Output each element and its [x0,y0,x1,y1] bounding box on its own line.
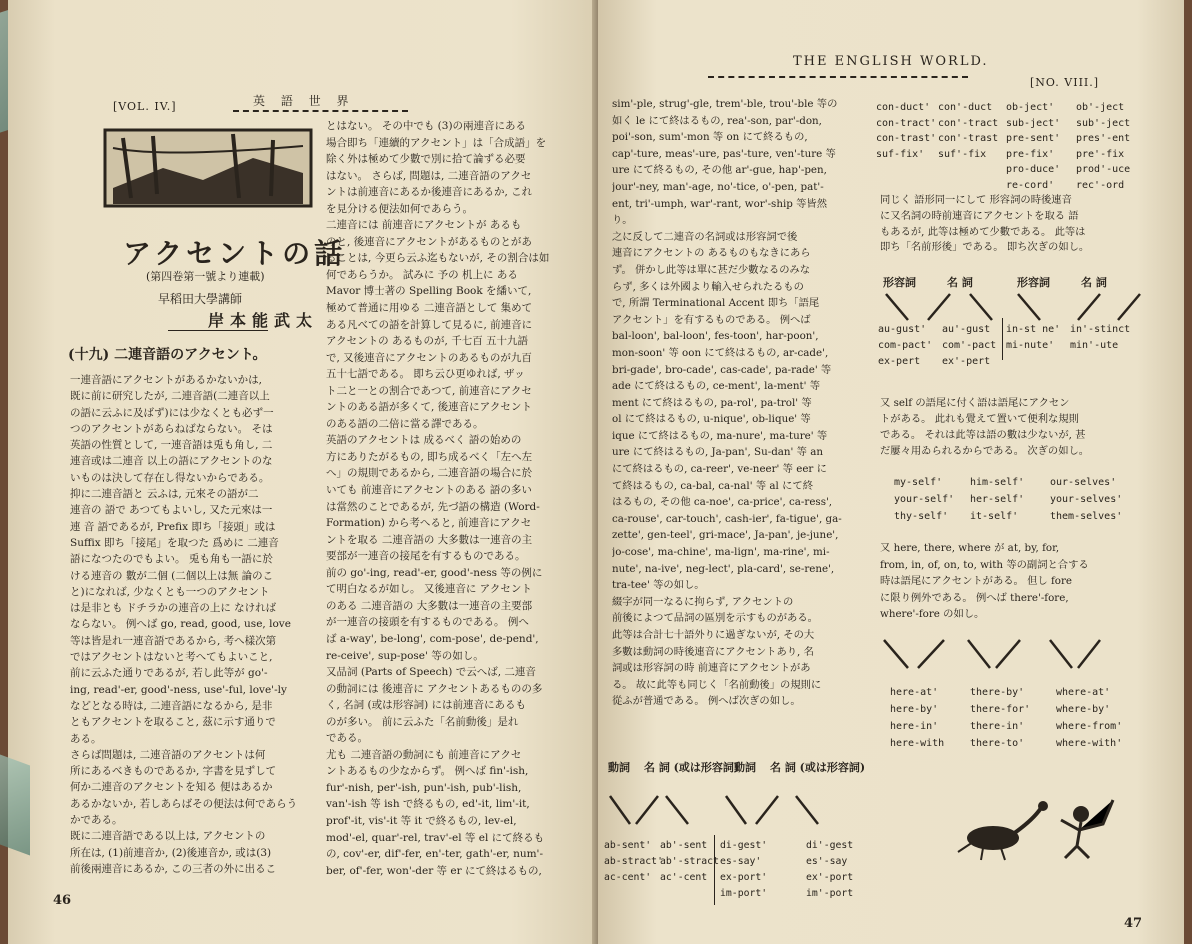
table-cell: it-self' [970,511,1019,522]
table-row [894,508,1150,525]
running-header: 英 語 世 界 [253,94,355,108]
text-line: はない。 さらば, 問題は, 二連音語のアクセ [326,169,532,182]
text-line: 英語の性質として, 一連音語は兎も角し, 二 [70,439,273,452]
table-row [876,147,1146,163]
table-divider [1002,318,1003,360]
table-row [878,354,1140,370]
text-line: ト二と一との割合であつて, 前連音にアクセ [326,384,532,397]
table-cell: con-tract' [876,117,937,129]
text-line: 又 here, there, where が at, by, for, [880,542,1060,554]
table-cell: im'-port [806,888,854,899]
table-cell: where-with' [1056,738,1123,749]
table-row [876,131,1146,147]
text-line: の語に云ふに及ばず)には少なくとも必ず一 [70,406,274,419]
text-line: nute', na-ive', neg-lect', pla-card', se-rene', [612,562,835,575]
text-line: 連音にアクセントの あるものもなきにあら [612,247,811,260]
table-cell: there-for' [970,704,1031,715]
article-title: アクセントの話 [123,237,347,270]
table-cell: where-by' [1056,704,1111,715]
text-line: り。 [612,214,633,227]
column-heading: 名 詞 (或は形容詞) [770,761,866,774]
text-line: fur'-nish, per'-ish, pun'-ish, pub'-lish, [326,781,522,794]
text-line: 語になつたのでもよい。 兎も角も一語に於 [70,553,273,566]
table-cell: your-selves' [1050,494,1123,505]
text-line: poi'-son, sum'-mon 等 on にて終るもの, [612,131,808,144]
text-line: 即ち「名前形後」である。 即ち次ぎの如し。 [880,241,1090,254]
left-page [8,0,600,944]
table-cell: com'-pact [942,340,997,351]
table-cell: there-to' [970,738,1025,749]
text-line: 尤も 二連音語の動詞にも 前連音にアクセ [326,748,522,761]
column-heading: 形容詞 [1017,276,1050,289]
text-line: ば a-way', be-long', com-pose', de-pend', [326,632,539,645]
header-rule-right [708,76,968,78]
text-line: ent, tri'-umph, war'-rant, wor'-ship 等皆然 [612,197,828,210]
text-line: のと, 後連音にアクセントがあるものとがあ [326,235,532,248]
table-cell: ab'-stract [660,856,719,867]
text-line: ントは前連音にあるか後連音にあるか, これ [326,186,533,199]
text-line: ることは, 今更ら云ふ迄もないが, その割合は如 [326,252,550,265]
text-line: 如く le にて終はるもの, rea'-son, par'-don, [612,114,822,127]
table-row [604,838,886,854]
text-line: bri-gade', bro-cade', cas-cade', pa-rade' 等 [612,363,832,376]
text-line: ある凡べての語を計算して見るに, 前連音に [326,318,533,331]
right-column-2-text3 [880,540,1160,623]
verb-noun-headings [608,760,870,776]
table-cell: ab-sent' [604,840,652,851]
table-cell: her-self' [970,494,1025,505]
text-line: 又 self の語尾に付く語は語尾にアクセン [880,397,1070,409]
table-cell: pre-fix' [1006,148,1055,160]
text-line: かである。 [70,814,123,827]
table-cell: min'-ute [1070,340,1119,351]
table-cell: con'-tract [938,117,999,129]
text-line: は當然のことであるが, 先づ語の構造 (Word- [326,500,540,513]
right-column-1 [612,96,867,710]
right-column-2-text1 [880,193,1160,256]
text-line: で, 又後連音にアクセントのあるものが九百 [326,351,532,364]
text-line: ントあるもの少なからず。 例へば fin'-ish, [326,765,529,778]
text-line: は是非とも ドチラかの連音の上に なければ [70,602,277,615]
text-line: 五十七語である。 即ち云ひ更ゆれば, ザッ [326,368,525,381]
text-line: さらば問題は, 二連音語のアクセントは何 [70,748,266,761]
text-line: 之に反して二連音の名詞或は形容詞で後 [612,230,798,243]
text-line: 何か二連音のアクセントを知る 便はあるか [70,781,273,794]
text-line: ique にて終はるもの, ma-nure', ma-ture' 等 [612,429,828,442]
table-cell: au'-gust [942,324,991,335]
text-line: ではアクセントはないと考へてもよいこと, [70,651,273,664]
text-line: いても 前連音にアクセントのある 語の多い [326,484,532,497]
table-cell: him-self' [970,477,1025,488]
text-line: などとなる時は, 二連音語になるから, 是非 [70,699,273,712]
text-line: ントを取る 二連音語の 大多數は一連音の主 [326,533,533,546]
table-cell: ob-ject' [1006,102,1055,113]
accent-marks-1 [878,290,1158,326]
text-line: 既に前に研究したが, 二連音語(二連音以上 [70,390,270,403]
text-line: 要部が一連音の接尾を有するものである。 [326,550,526,563]
column-heading: 動詞 [608,761,630,774]
table-cell: ab'-sent [660,840,708,851]
text-line: 又品詞 (Parts of Speech) で云へば, 二連音 [326,666,536,679]
text-line: もあるが, 此等は極めて少數である。 此等は [880,225,1086,238]
text-line: mod'-el, quar'-rel, trav'-el 等 el にて終るも [326,831,545,844]
text-line: いものは決して存在し得ないからである。 [70,471,270,484]
text-line: アクセント」を有するものである。 例へば [612,313,811,326]
crane-and-figure-illustration [953,790,1133,862]
table-row [604,854,886,870]
table-cell: es-say' [720,856,762,867]
text-line: 前に云ふた通りであるが, 若し此等が go'- [70,667,268,680]
glass-object-bottom [0,755,30,856]
table-row [890,701,1156,718]
verb-noun-table-1 [876,100,1146,193]
text-line: トがある。 此れも覺えて置いて便利な規則 [880,413,1079,425]
table-cell: sub-ject' [1006,117,1061,129]
table-cell: im-port' [720,888,768,899]
text-line: 前後兩連音にあるか, この三者の外に出るこ [70,862,277,875]
text-line: 此等は合計七十語外りに過ぎないが, その大 [612,629,815,641]
table-row [890,718,1156,735]
text-line: にて終はるもの, ca-reer', ve-neer' 等 eer に [612,463,827,476]
column-heading: 名 詞 [947,276,973,289]
text-line: 綴字が同一なるに拘らず, アクセントの [612,595,794,608]
text-line: アクセントの あるものが, 千七百 五十九語 [326,335,529,348]
table-cell: in'-stinct [1070,324,1131,335]
text-line: Formation) から考へると, 前連音にアクセ [326,517,532,530]
table-cell: re-cord' [1006,179,1055,191]
table-row [894,474,1150,491]
text-line: mon-soon' 等 oon にて終はるもの, ar-cade', [612,346,829,359]
adjective-noun-table [878,322,1140,370]
author-affiliation: 早稻田大學講師 [158,292,243,306]
table-cell: there-in' [970,721,1025,732]
text-line: 除く外は極めて少數で別に拾て論ずる必要 [326,153,526,166]
table-cell: ex'-pert [942,356,991,367]
verb-noun-table-2 [604,838,886,902]
text-line: らず, 多くは外國より輸入せられたるもの [612,280,804,293]
table-cell: es'-say [806,856,848,867]
table-row [878,338,1140,354]
table-cell: ab-stract' [604,856,663,867]
text-line: のある 二連音語の 大多數は一連音の主要部 [326,599,533,612]
table-cell: di-gest' [720,840,768,851]
text-line: ca-rouse', car-touch', cash-ier', fa-tigue', ga- [612,512,842,525]
text-line: tra-tee' 等の如し。 [612,579,705,592]
text-line: に又名詞の時前連音にアクセントを取る 語 [880,209,1079,222]
table-row [878,322,1140,338]
text-line: 所にあるべきものであるか, 字書を見ずして [70,765,277,778]
here-there-where-table [890,684,1156,752]
text-line: ment にて終はるもの, pa-rol', pa-trol' 等 [612,396,812,409]
text-line: cap'-ture, meas'-ure, pas'-ture, ven'-ture 等 [612,147,836,160]
text-line: jo-cose', ma-chine', ma-lign', ma-rine', mi- [612,546,830,559]
text-line: ける連音の 數が二個 (二個以上は無 論のこ [70,569,274,582]
text-line: re-ceive', sup-pose' 等の如し。 [326,649,484,662]
table-cell: mi-nute' [1006,340,1055,351]
table-cell: ex'-port [806,872,854,883]
table-cell: ob'-ject [1076,102,1125,113]
right-column-2-text2 [880,395,1160,459]
text-line: て明白なるが如し。 又後連音に アクセント [326,583,532,596]
text-line: 極めて普通に用ゆる 二連音語として 集めて [326,302,533,315]
text-line: bal-loon', bal-loon', fes-toon', har-poon', [612,330,819,343]
page-number-left: 46 [53,893,72,908]
table-cell: where-at' [1056,687,1111,698]
table-row [876,116,1146,132]
text-line: 前の go'-ing, read'-er, good'-ness 等の例に [326,566,543,579]
column-heading: 名 詞 (或は形容詞) [644,761,740,774]
text-line: ure にて終はるもの, Ja-pan', Su-dan' 等 an [612,446,824,459]
text-line: 所在は, (1)前連音か, (2)後連音か, 或は(3) [70,846,272,859]
text-line: とはない。 その中でも (3)の兩連音にある [326,120,527,132]
page-number-right: 47 [1124,916,1143,931]
text-line: 詞或は形容詞の時 前連音にアクセントがあ [612,662,811,675]
table-divider-2 [714,835,715,905]
text-line: van'-ish 等 ish で終るもの, ed'-it, lim'-it, [326,798,530,811]
text-line: ol にて終はるもの, u-nique', ob-lique' 等 [612,413,811,426]
table-cell: au-gust' [878,324,927,335]
table-row [876,178,1146,194]
left-column-2 [326,118,558,879]
table-cell: here-with [890,738,945,749]
text-line: 時は語尾にアクセントがある。 但し fore [880,575,1073,587]
text-line: 方にありたがるもの, 即ち成るべく「左へ左 [326,450,533,463]
text-line: ともアクセントを取ること, 茲に示す通りで [70,716,276,729]
table-cell: suf'-fix [938,148,987,160]
table-cell: there-by' [970,687,1025,698]
text-line: 既に二連音語である以上は, アクセントの [70,830,266,843]
text-line: ing, read'-er, good'-ness, use'-ful, love'-ly [70,683,287,696]
text-line: ある。 [70,732,102,745]
right-page [598,0,1184,944]
text-line: 一連音語にアクセントがあるかないかは, [70,374,263,386]
table-cell: where-from' [1056,721,1123,732]
table-row [876,162,1146,178]
text-line: ade にて終はるもの, ce-ment', la-ment' 等 [612,380,821,393]
woodcut-illustration [103,128,313,208]
text-line: 英語のアクセントは 成るべく 語の始めの [326,434,522,447]
table-cell: suf-fix' [876,148,925,160]
table-cell: ac-cent' [604,872,652,883]
text-line: はるもの, その他 ca-noe', ca-price', ca-ress', [612,496,833,509]
text-line: ントのある語が多くて, 後連音にアクセント [326,401,532,414]
text-line: あるかないか, 若しあらばその便法は何であらう [70,797,298,810]
table-cell: con-trast' [876,133,937,144]
text-line: jour'-ney, man'-age, no'-tice, o'-pen, pat'- [612,180,824,193]
table-cell: my-self' [894,477,943,488]
text-line: で, 所謂 Terminational Accent 即ち「語尾 [612,297,820,310]
self-words-table [894,474,1150,525]
table-cell: prod'-uce [1076,164,1131,175]
text-line: のある語の二倍に當る譯である。 [326,417,484,430]
text-line: へ」の規則であるから, 二連音語の場合に於 [326,467,533,480]
table-row [890,684,1156,701]
table-cell: com-pact' [878,340,933,351]
divider [168,330,268,331]
running-header-right: THE ENGLISH WORLD. [793,54,989,69]
table-cell: ex-port' [720,872,768,883]
text-line: 從ふが普通である。 例へば次ぎの如し。 [612,695,801,708]
table-cell: pres'-ent [1076,133,1131,144]
text-line: prof'-it, vis'-it 等 it で終るもの, lev-el, [326,814,517,827]
text-line: Suffix 即ち「接尾」を取つた 爲めに 二連音 [70,536,279,549]
text-line: where'-fore の如し。 [880,608,985,620]
text-line: 抑に二連音語と 云ふは, 元來その語が二 [70,488,259,501]
text-line: 等は皆是れ一連音語であるから, 考へ樣次第 [70,634,277,647]
text-line: zette', gen-teel', gri-mace', Ja-pan', je-june', [612,529,839,542]
table-cell: con'-duct [938,102,993,113]
table-cell: pro-duce' [1006,164,1061,175]
text-line: である。 [326,732,368,745]
table-cell: them-selves' [1050,511,1123,522]
accent-marks-2 [878,630,1158,680]
author-name: 岸本能武太 [208,311,319,330]
table-cell: pre'-fix [1076,148,1125,160]
text-line: ならない。 例へば go, read, good, use, love [70,618,291,631]
column-heading: 名 詞 [1081,276,1107,289]
text-line: のが多い。 前に云ふた「名前動後」是れ [326,715,519,728]
accent-marks-3 [606,790,856,832]
text-line: て終はるもの, ca-bal, ca-nal' 等 al にて終 [612,479,813,492]
text-line: 前後によつて品詞の區別を示すものがある。 [612,612,818,625]
text-line: である。 それは此等は語の數は少ないが, 甚 [880,429,1086,441]
volume-label: [VOL. IV.] [113,100,177,113]
column-heading: 動詞 [734,761,756,774]
table-cell: in-st ne' [1006,324,1061,335]
table-cell: pre-sent' [1006,133,1061,144]
text-line: ber, of'-fer, won'-der 等 er にて終はるもの, [326,864,542,877]
table-cell: ac'-cent [660,872,708,883]
table-cell: di'-gest [806,840,854,851]
text-line: 場合即ち「連續的アクセント」は「合成語」を [326,136,547,149]
text-line: ure にて終るもの, その他 ar'-gue, hap'-pen, [612,164,827,177]
text-line: Mavor 博士著の Spelling Book を繙いて, [326,285,532,298]
text-line: を見分ける便法如何であらう。 [326,202,473,215]
table-row [604,886,886,902]
column-heading: 形容詞 [883,276,916,289]
text-line: く, 名詞 (或は形容詞) には前連音にあるも [326,699,527,712]
table-cell: con'-trast [938,133,999,144]
article-subtitle: (第四卷第一號より連載) [146,270,265,283]
text-line: sim'-ple, strug'-gle, trem'-ble, trou'-ble 等の [612,98,838,110]
table-row [890,735,1156,752]
text-line: from, in, of, on, to, with 等の副詞と合する [880,558,1089,571]
text-line: 連音の 語で あつてもよいし, 又た元來は一 [70,504,273,517]
text-line: 連音或は二連音 以上の語にアクセントのな [70,455,273,468]
text-line: ず。 併かし此等は單に甚だ少數なるのみな [612,263,811,276]
table-row [894,491,1150,508]
header-rule [233,110,408,112]
left-column-1 [70,372,300,877]
table-cell: con-duct' [876,102,931,113]
text-line: 連 音 語であるが, Prefix 即ち「接頭」或は [70,520,276,533]
table-cell: ex-pert [878,356,921,367]
text-line: だ屢々用ゐられるからである。 次ぎの如し。 [880,445,1090,457]
table-cell: here-at' [890,687,939,698]
text-line: 同じく 語形同一にして 形容詞の時後連音 [880,194,1072,206]
table-cell: our-selves' [1050,477,1117,488]
table-cell: sub'-ject [1076,117,1131,129]
text-line: 何であらうか。 試みに 予の 机上に ある [326,268,518,281]
table-cell: here-by' [890,704,939,715]
table-cell: rec'-ord [1076,179,1125,191]
table-cell: your-self' [894,494,955,505]
issue-number: [NO. VIII.] [1030,76,1100,89]
text-line: と)になれば, 少なくとも一つのアクセント [70,585,270,598]
text-line: の動詞には 後連音に アクセントあるものの多 [326,682,543,695]
text-line: る。 故に此等も同じく「名前動後」の規則に [612,678,822,691]
section-heading: (十九) 二連音語のアクセント。 [68,347,267,363]
text-line: つのアクセントがあらねばならない。 そは [70,422,273,435]
text-line: に限り例外である。 例へば there'-fore, [880,591,1069,604]
text-line: 多數は動詞の時後連音にアクセントあり, 名 [612,645,814,658]
table-row [604,870,886,886]
text-line: 二連音には 前連音にアクセントが あるも [326,219,522,232]
text-line: の, cov'-er, dif'-fer, en'-ter, gath'-er, num'- [326,848,543,861]
adjective-noun-headings [883,275,1151,291]
text-line: が一連音の接頭を有するものである。 例へ [326,616,529,629]
table-cell: thy-self' [894,511,949,522]
table-row [876,100,1146,116]
table-cell: here-in' [890,721,939,732]
